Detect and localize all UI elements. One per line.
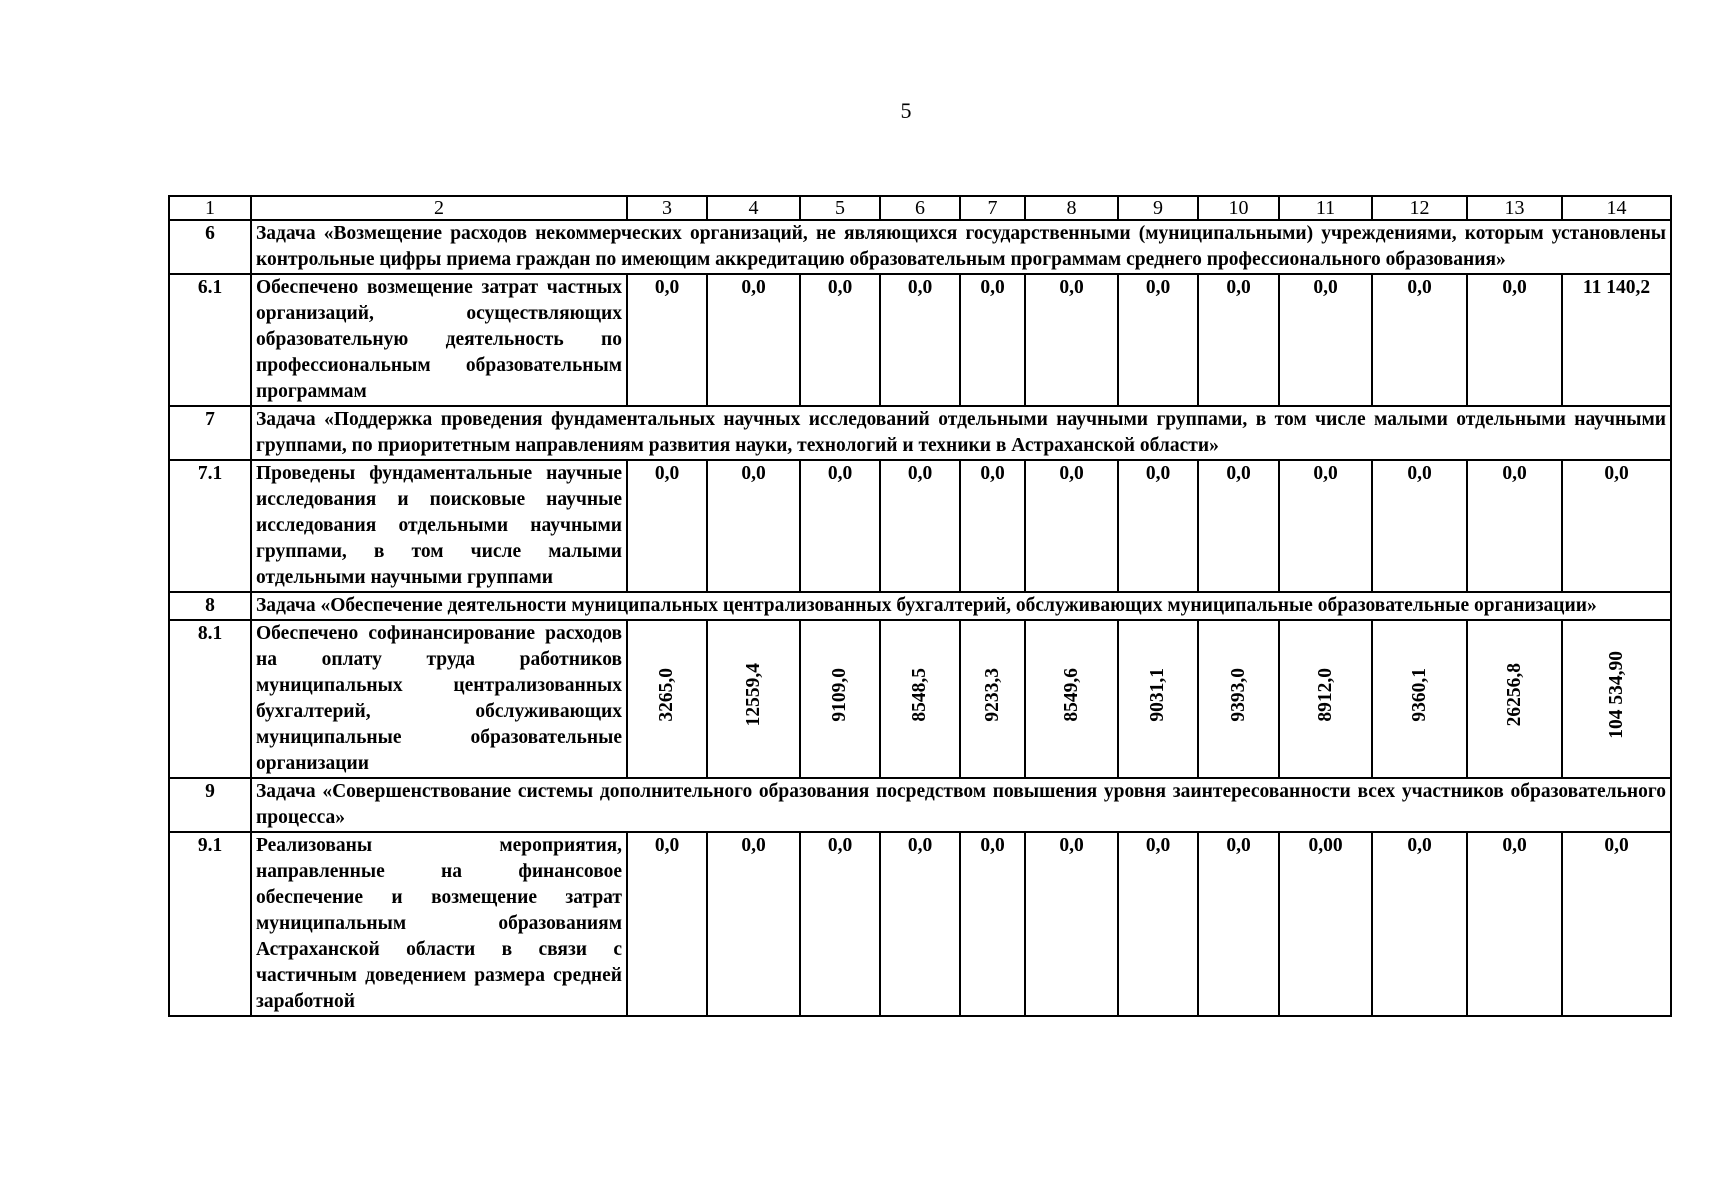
column-header: 9 [1118,196,1198,220]
task-title: Задача «Обеспечение деятельности муниципальных централизованных бухгалтерий, обслуживающих муниципальные образовательные организации» [251,592,1671,620]
value-cell: 0,0 [880,460,960,592]
value-cell: 0,0 [1118,832,1198,1016]
row-number: 8.1 [169,620,251,778]
rotated-value: 3265,0 [656,668,677,722]
column-header: 8 [1025,196,1118,220]
value-cell [960,620,1025,778]
row-number: 6 [169,220,251,274]
rotated-value: 9109,0 [829,668,850,722]
task-title: Задача «Поддержка проведения фундаментальных научных исследований отдельными научными группами, в том числе малыми отдельными научными группами, по приоритетным направлениям развития науки, технологий и техники в Астраханской области» [251,406,1671,460]
rotated-value: 9360,1 [1408,668,1430,722]
value-cell: 0,0 [800,832,880,1016]
table-row [169,460,1671,592]
value-cell: 0,0 [707,832,800,1016]
value-cell [707,620,800,778]
value-cell: 0,0 [1118,460,1198,592]
rotated-value: 8549,6 [1060,668,1082,722]
row-number: 7.1 [169,460,251,592]
row-number: 9.1 [169,832,251,1016]
row-number: 9 [169,778,251,832]
value-cell: 0,00 [1279,832,1372,1016]
value-cell: 0,0 [1279,460,1372,592]
value-cell: 0,0 [960,832,1025,1016]
value-cell: 0,0 [627,274,707,406]
rotated-value: 104 534,90 [1605,651,1627,739]
column-header: 12 [1372,196,1467,220]
task-title: Задача «Совершенствование системы дополнительного образования посредством повышения уровня заинтересованности всех участников образовательного процесса» [251,778,1671,832]
row-description: Обеспечено возмещение затрат частных организаций, осуществляющих образовательную деятельность по профессиональным образовательным программам [251,274,627,406]
rotated-value: 8548,5 [909,668,930,722]
value-cell [1198,620,1279,778]
rotated-value: 9233,3 [981,668,1003,722]
task-row [169,778,1671,832]
value-cell: 0,0 [960,274,1025,406]
value-cell: 0,0 [707,274,800,406]
value-cell [880,620,960,778]
value-cell [1118,620,1198,778]
value-cell: 0,0 [880,832,960,1016]
value-cell: 0,0 [1562,460,1671,592]
column-header: 2 [251,196,627,220]
rotated-value: 9393,0 [1227,668,1249,722]
value-cell: 0,0 [1372,460,1467,592]
column-header: 3 [627,196,707,220]
page-number: 5 [900,98,912,123]
column-header: 6 [880,196,960,220]
column-header: 1 [169,196,251,220]
budget-table [168,195,1672,1017]
value-cell: 0,0 [800,460,880,592]
table-row [169,620,1671,778]
value-cell: 0,0 [1467,832,1562,1016]
value-cell: 0,0 [1198,274,1279,406]
column-header: 10 [1198,196,1279,220]
column-header: 7 [960,196,1025,220]
value-cell [1372,620,1467,778]
value-cell: 0,0 [1279,274,1372,406]
column-header: 11 [1279,196,1372,220]
value-cell [1279,620,1372,778]
value-cell: 0,0 [1467,274,1562,406]
table-row [169,274,1671,406]
row-number: 8 [169,592,251,620]
value-cell: 0,0 [627,832,707,1016]
value-cell: 0,0 [1372,274,1467,406]
row-number: 6.1 [169,274,251,406]
task-row [169,220,1671,274]
value-cell [1467,620,1562,778]
value-cell: 0,0 [707,460,800,592]
value-cell: 0,0 [1025,460,1118,592]
value-cell [1562,620,1671,778]
task-row [169,406,1671,460]
value-cell: 0,0 [1467,460,1562,592]
value-cell: 0,0 [1025,274,1118,406]
value-cell: 0,0 [1025,832,1118,1016]
value-cell: 0,0 [1372,832,1467,1016]
value-cell: 0,0 [1198,460,1279,592]
value-cell [800,620,880,778]
value-cell [1025,620,1118,778]
value-cell: 0,0 [1198,832,1279,1016]
column-header: 14 [1562,196,1671,220]
value-cell: 11 140,2 [1562,274,1671,406]
value-cell [627,620,707,778]
row-description: Обеспечено софинансирование расходов на оплату труда работников муниципальных централизованных бухгалтерий, обслуживающих муниципальные образовательные организации [251,620,627,778]
value-cell: 0,0 [880,274,960,406]
row-description: Проведены фундаментальные научные исследования и поисковые научные исследования отдельными научными группами, в том числе малыми отдельными научными группами [251,460,627,592]
column-header: 13 [1467,196,1562,220]
row-description: Реализованы мероприятия, направленные на финансовое обеспечение и возмещение затрат муниципальным образованиям Астраханской области в связи с частичным доведением размера средней заработной [251,832,627,1016]
column-header: 5 [800,196,880,220]
value-cell: 0,0 [1562,832,1671,1016]
value-cell: 0,0 [1118,274,1198,406]
rotated-value: 9031,1 [1147,668,1168,722]
rotated-value: 8912,0 [1314,668,1336,722]
column-header: 4 [707,196,800,220]
task-row [169,592,1671,620]
rotated-value: 26256,8 [1503,663,1525,727]
value-cell: 0,0 [960,460,1025,592]
value-cell: 0,0 [627,460,707,592]
header-row [169,196,1671,220]
rotated-value: 12559,4 [742,663,764,727]
value-cell: 0,0 [800,274,880,406]
row-number: 7 [169,406,251,460]
table-row [169,832,1671,1016]
task-title: Задача «Возмещение расходов некоммерческих организаций, не являющихся государственными (муниципальными) учреждениями, которым установлены контрольные цифры приема граждан по имеющим аккредитацию образовательным программам среднего профессионального образования» [251,220,1671,274]
